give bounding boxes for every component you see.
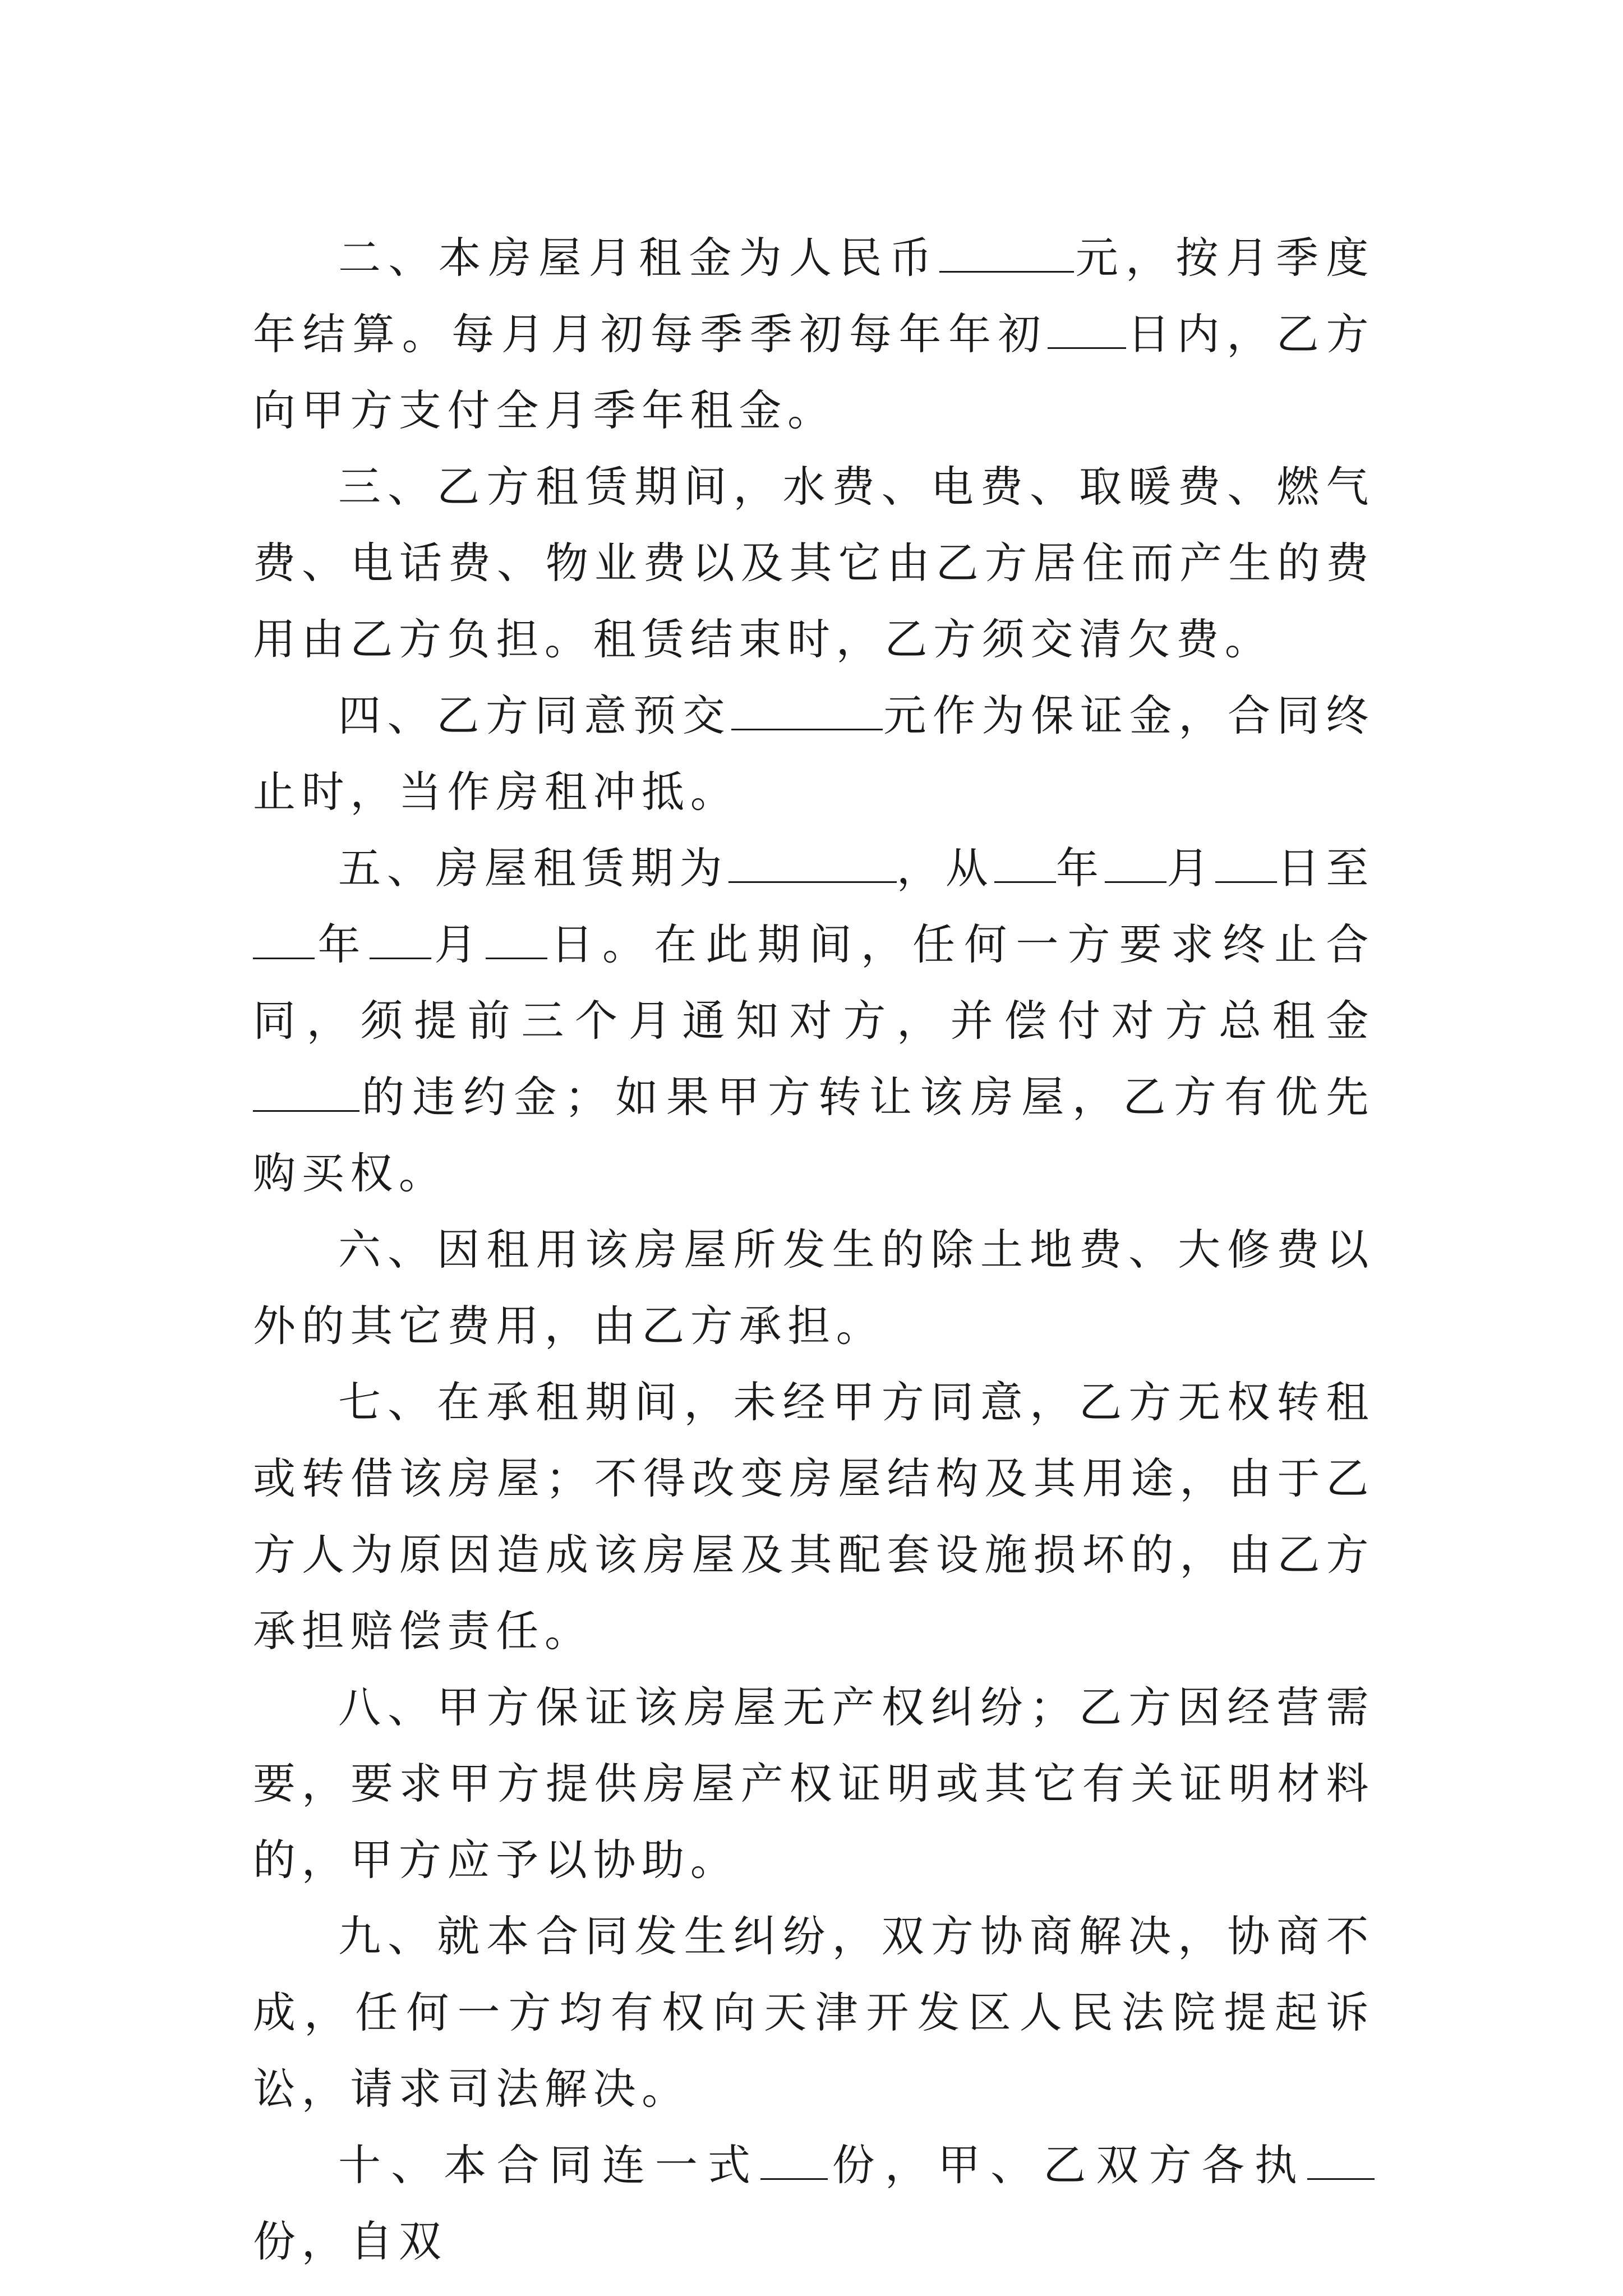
start-day-blank [1215, 843, 1277, 883]
clause-4-text-2: 元作为保证金，合同终止时，当作房租冲抵。 [253, 691, 1375, 817]
clause-5-text-8: 日。在此期间，任何一方要求终止合同，须提前三个月通知对方，并偿付对方总租金 [253, 919, 1375, 1046]
clause-5-text-6: 年 [315, 919, 370, 969]
penalty-blank [253, 1072, 359, 1112]
end-day-blank [486, 919, 547, 959]
clause-5-text-4: 月 [1166, 843, 1216, 893]
clause-4-text-1: 四、乙方同意预交 [338, 691, 732, 740]
clause-7: 七、在承租期间，未经甲方同意，乙方无权转租或转借该房屋；不得改变房屋结构及其用途，由于乙方人为原因造成该房屋及其配套设施损坏的，由乙方承担赔偿责任。 [253, 1377, 1375, 1656]
clause-10-text-1: 十、本合同连一式 [338, 2140, 761, 2190]
clause-5 [253, 830, 1375, 1212]
copies-each-blank [1307, 2140, 1375, 2180]
clause-2-text-1: 二、本房屋月租金为人民币 [338, 233, 939, 283]
deposit-amount-blank [731, 691, 883, 730]
clause-3: 三、乙方租赁期间，水费、电费、取暖费、燃气费、电话费、物业费以及其它由乙方居住而产生的费用由乙方负担。租赁结束时，乙方须交清欠费。 [253, 462, 1375, 664]
clause-5-text-1: 五、房屋租赁期为 [338, 843, 728, 893]
clause-9: 九、就本合同发生纠纷，双方协商解决，协商不成，任何一方均有权向天津开发区人民法院提起诉讼，请求司法解决。 [253, 1911, 1375, 2114]
clause-10-text-2: 份，甲、乙双方各执 [828, 2140, 1307, 2190]
clause-4 [253, 678, 1375, 830]
start-month-blank [1105, 843, 1166, 883]
clause-10-text-3: 份，自双 [253, 2216, 448, 2266]
document-body [253, 220, 1375, 2280]
clause-10 [253, 2127, 1375, 2280]
clause-6: 六、因租用该房屋所发生的除土地费、大修费以外的其它费用，由乙方承担。 [253, 1225, 1375, 1351]
clause-2-text-2: 元，按月季度年结算。每月月初每季季初每年年初 [253, 233, 1375, 359]
clause-5-text-9: 的违约金；如果甲方转让该房屋，乙方有优先购买权。 [253, 1072, 1375, 1198]
clause-5-text-3: 年 [1055, 843, 1105, 893]
start-year-blank [994, 843, 1056, 883]
end-month-blank [370, 919, 431, 959]
clause-5-text-7: 月 [431, 919, 486, 969]
clause-5-text-5: 日至 [1277, 843, 1375, 893]
total-copies-blank [760, 2140, 828, 2180]
lease-term-blank [728, 843, 897, 883]
clause-2 [253, 220, 1375, 449]
clause-8: 八、甲方保证该房屋无产权纠纷；乙方因经营需要，要求甲方提供房屋产权证明或其它有关证明材料的，甲方应予以协助。 [253, 1682, 1375, 1885]
clause-5-text-2: ，从 [896, 843, 994, 893]
payment-day-blank [1048, 309, 1126, 349]
end-year-blank [253, 919, 315, 959]
clause-2-text-3: 日内，乙方向甲方支付全月季年租金。 [253, 309, 1375, 435]
rent-amount-blank [939, 233, 1074, 273]
